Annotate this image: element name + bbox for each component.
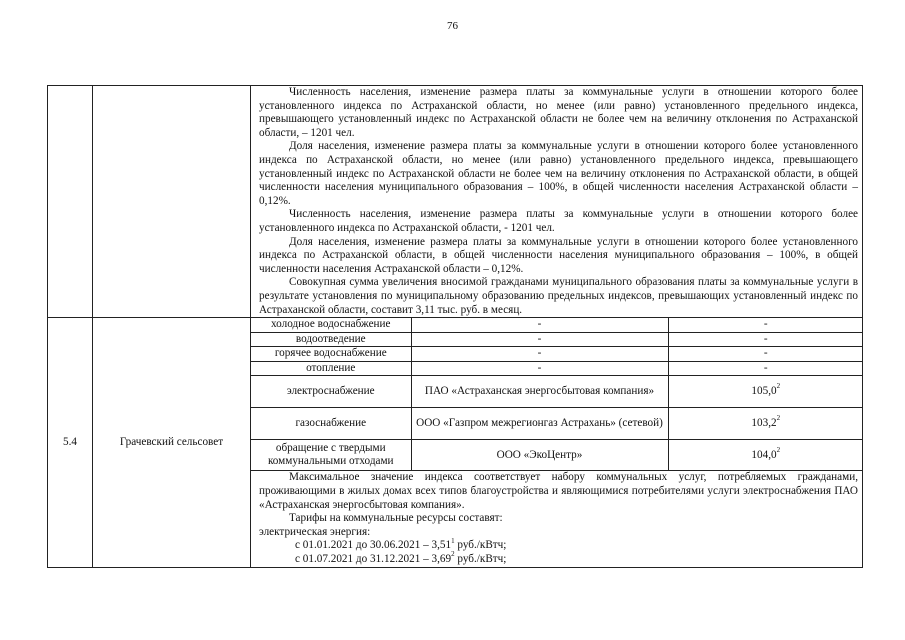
service-index: - (668, 347, 863, 362)
tariff-unit: руб./кВтч; (454, 539, 507, 552)
service-index: - (668, 332, 863, 347)
service-index (668, 408, 863, 440)
row-number: 5.4 (48, 318, 93, 568)
paragraph: Тарифы на коммунальные ресурсы составят: (289, 512, 503, 525)
service-provider: - (411, 347, 668, 362)
footnote-mark: 1 (451, 536, 455, 545)
service-row (251, 361, 863, 376)
tariff-line (259, 536, 858, 553)
service-provider: ООО «ЭкоЦентр» (411, 440, 668, 471)
paragraph: Численность населения, изменение размера платы за коммунальные услуги в отношении которого более установленного индекса по Астраханской области, но менее (или равно) установленного предельного индекса, превышающего установленный индекс по Астраханской области не более чем на величину отклонения по Астраханской области, – 1201 чел. (259, 86, 858, 139)
table-row-5-4 (48, 318, 863, 568)
municipality-name: Грачевский сельсовет (93, 318, 251, 568)
index-value: 104,0 (751, 448, 777, 461)
service-name: обращение с твердыми коммунальными отходами (251, 440, 411, 471)
footnote-mark: 2 (776, 445, 781, 454)
service-row (251, 318, 863, 332)
service-index (668, 440, 863, 471)
top-text-cell (251, 86, 863, 318)
paragraph: Доля населения, изменение размера платы за коммунальные услуги в отношении которого более установленного индекса по Астраханской области, но менее (или равно) установленного предельного индекса, превышающего установленный индекс по Астраханской области не более чем на величину отклонения по Астраханской области, в общей численности населения муниципального образования – 100%, в общей численности населения Астраханской области – 0,12%. (259, 140, 858, 207)
table-row-continuation (48, 86, 863, 318)
page-number: 76 (447, 20, 458, 32)
footnote-mark: 2 (451, 550, 455, 559)
service-provider: - (411, 318, 668, 332)
services-table (251, 318, 863, 471)
index-value: 103,2 (751, 417, 777, 430)
service-provider: ПАО «Астраханская энергосбытовая компания» (411, 376, 668, 408)
empty-number-cell (48, 86, 93, 318)
service-index: - (668, 318, 863, 332)
service-name: электроснабжение (251, 376, 411, 408)
service-provider: - (411, 332, 668, 347)
tariff-unit: руб./кВтч; (454, 553, 507, 566)
service-index: - (668, 361, 863, 376)
tariff-text: с 01.07.2021 до 31.12.2021 – 3,69 (295, 553, 452, 566)
paragraph: Максимальное значение индекса соответствует набору коммунальных услуг, потребляемых гражданами, проживающими в жилых домах всех типов благоустройства и являющимися потребителями услуги электроснабжения ПАО «Астраханская энергосбытовая компания». (259, 471, 858, 511)
service-row (251, 347, 863, 362)
footnote-mark: 2 (776, 414, 781, 423)
service-name: холодное водоснабжение (251, 318, 411, 332)
service-name: отопление (251, 361, 411, 376)
paragraph: Совокупная сумма увеличения вносимой гражданами муниципального образования платы за коммунальные услуги в результате установления по муниципальному образованию предельных индексов, превышающих установленный индекс по Астраханской области, составит 3,11 тыс. руб. в месяц. (259, 276, 858, 316)
service-name: водоотведение (251, 332, 411, 347)
main-table (47, 85, 863, 568)
bottom-text-block (251, 471, 862, 566)
paragraph: Доля населения, изменение размера платы за коммунальные услуги в отношении которого более установленного индекса по Астраханской области, в общей численности населения муниципального образования – 100%, в общей численности населения Астраханской области – 0,12%. (259, 235, 858, 275)
service-row (251, 332, 863, 347)
footnote-mark: 2 (776, 382, 781, 391)
top-text-block (251, 86, 862, 317)
tariff-line (259, 550, 858, 567)
paragraph: электрическая энергия: (259, 525, 371, 538)
service-provider: - (411, 361, 668, 376)
service-name: горячее водоснабжение (251, 347, 411, 362)
service-name: газоснабжение (251, 408, 411, 440)
paragraph: Численность населения, изменение размера платы за коммунальные услуги в отношении которого более установленного индекса по Астраханской области, - 1201 чел. (259, 208, 858, 234)
service-provider: ООО «Газпром межрегионгаз Астрахань» (сетевой) (411, 408, 668, 440)
tariff-text: с 01.01.2021 до 30.06.2021 – 3,51 (295, 539, 452, 552)
index-value: 105,0 (751, 385, 777, 398)
service-row (251, 440, 863, 471)
service-index (668, 376, 863, 408)
services-cell (251, 318, 863, 568)
empty-name-cell (93, 86, 251, 318)
service-row (251, 408, 863, 440)
service-row (251, 376, 863, 408)
